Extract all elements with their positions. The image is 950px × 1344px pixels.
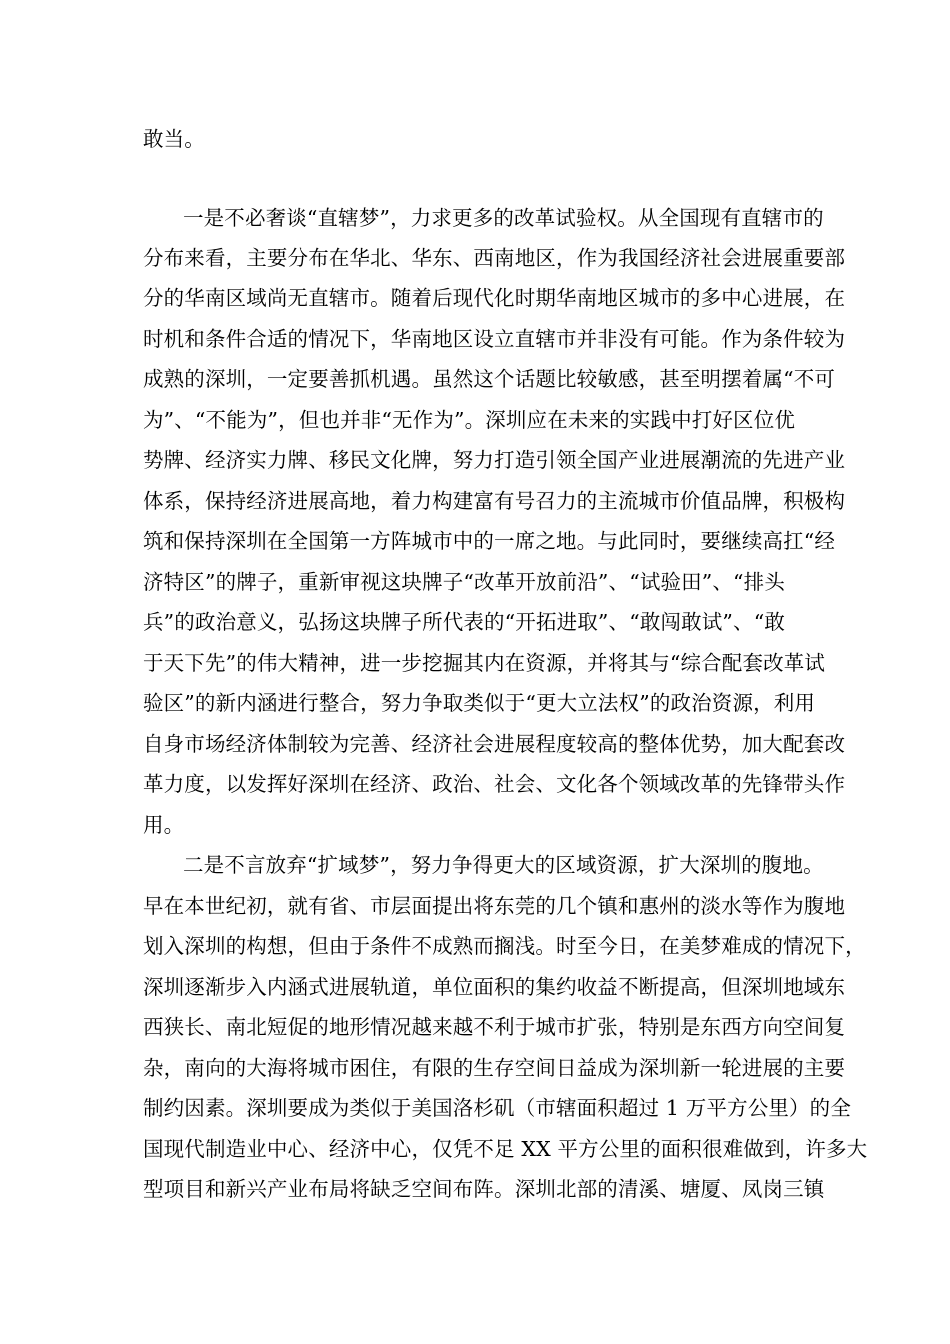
text-line: 革力度，以发挥好深圳在经济、政治、社会、文化各个领域改革的先锋带头作 [143, 772, 846, 796]
text-line: 验区”的新内涵进行整合，努力争取类似于“更大立法权”的政治资源，利用 [143, 691, 816, 715]
text-line: 时机和条件合适的情况下，华南地区设立直辖市并非没有可能。作为条件较为 [143, 327, 846, 351]
text-line: 济特区”的牌子，重新审视这块牌子“改革开放前沿”、“试验田”、“排头 [143, 570, 785, 594]
text-line: 于天下先”的伟大精神，进一步挖掘其内在资源，并将其与“综合配套改革试 [143, 651, 826, 675]
text-line: 型项目和新兴产业布局将缺乏空间布阵。深圳北部的清溪、塘厦、凤岗三镇 [143, 1177, 825, 1201]
text-line: 深圳逐渐步入内涵式进展轨道，单位面积的集约收益不断提高，但深圳地域东 [143, 975, 846, 999]
paragraph-2-first-line: 二是不言放弃“扩域梦”，努力争得更大的区域资源，扩大深圳的腹地。 [183, 853, 824, 877]
text-line: 国现代制造业中心、经济中心，仅凭不足 XX 平方公里的面积很难做到，许多大 [143, 1137, 868, 1161]
text-line: 分布来看，主要分布在华北、华东、西南地区，作为我国经济社会进展重要部 [143, 246, 846, 270]
text-line: 筑和保持深圳在全国第一方阵城市中的一席之地。与此同时，要继续高扛“经 [143, 529, 836, 553]
text-line: 敢当。 [143, 127, 205, 151]
text-line: 用。 [143, 813, 185, 837]
text-line: 杂，南向的大海将城市困住，有限的生存空间日益成为深圳新一轮进展的主要 [143, 1056, 846, 1080]
text-line: 制约因素。深圳要成为类似于美国洛杉矶（市辖面积超过 1 万平方公里）的全 [143, 1096, 851, 1120]
paragraph-1-first-line: 一是不必奢谈“直辖梦”，力求更多的改革试验权。从全国现有直辖市的 [183, 206, 824, 230]
text-line: 西狭长、南北短促的地形情况越来越不利于城市扩张，特别是东西方向空间复 [143, 1015, 846, 1039]
text-line: 早在本世纪初，就有省、市层面提出将东莞的几个镇和惠州的淡水等作为腹地 [143, 894, 846, 918]
text-line: 势牌、经济实力牌、移民文化牌，努力打造引领全国产业进展潮流的先进产业 [143, 448, 846, 472]
text-line: 成熟的深圳，一定要善抓机遇。虽然这个话题比较敏感，甚至明摆着属“不可 [143, 367, 836, 391]
text-line: 分的华南区域尚无直辖市。随着后现代化时期华南地区城市的多中心进展，在 [143, 286, 846, 310]
text-line: 兵”的政治意义，弘扬这块牌子所代表的“开拓进取”、“敢闯敢试”、“敢 [143, 610, 785, 634]
text-line: 自身市场经济体制较为完善、经济社会进展程度较高的整体优势，加大配套改 [143, 732, 846, 756]
text-line: 划入深圳的构想，但由于条件不成熟而搁浅。时至今日，在美梦难成的情况下， [143, 934, 866, 958]
text-line: 为”、“不能为”，但也并非“无作为”。深圳应在未来的实践中打好区位优 [143, 408, 795, 432]
text-line: 体系，保持经济进展高地，着力构建富有号召力的主流城市价值品牌，积极构 [143, 489, 846, 513]
